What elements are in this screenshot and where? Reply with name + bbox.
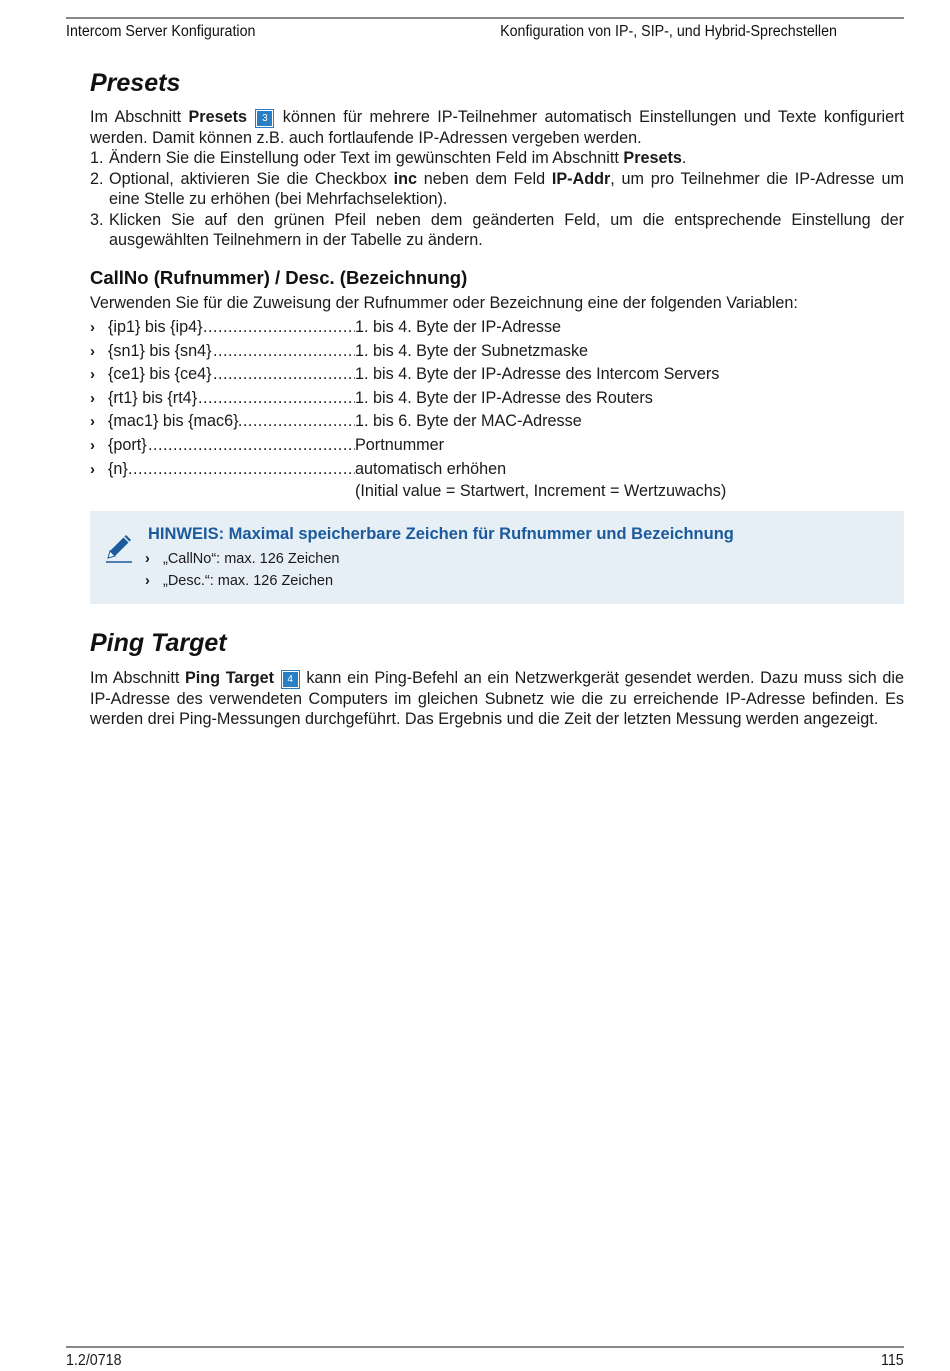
list-item: › ..... {mac1} bis {mac6} 1. bis 6. Byte der MAC-Adresse [90,410,904,434]
list-item: › „Desc.“: max. 126 Zeichen [145,570,340,592]
ping-section [90,626,904,730]
section-title-presets: Presets [90,69,181,97]
chevron-right-icon: › [90,319,95,336]
list-item: › „CallNo“: max. 126 Zeichen [145,548,340,570]
step-item: 2. Optional, aktivieren Sie die Checkbox inc neben dem Feld IP-Addr, um pro Teilnehmer die IP-Adresse um eine Stelle zu erhöhen (bei Mehrfachselektion). [90,169,904,208]
variable-n-subline: (Initial value = Startwert, Increment = Wertzuwachs) [355,482,727,501]
chevron-right-icon: › [90,366,95,384]
header-right: Konfiguration von IP-, SIP-, und Hybrid-Sprechstellen [500,23,837,40]
section-title-ping: Ping Target [90,629,227,657]
callout-badge-3: 3 [256,110,273,127]
list-item: › ..... {port} Portnummer [90,434,904,458]
chevron-right-icon: › [145,551,150,567]
subsection-title-callno: CallNo (Rufnummer) / Desc. (Bezeichnung) [90,266,468,288]
step-item: 1. Ändern Sie die Einstellung oder Text im gewünschten Feld im Abschnitt Presets. [90,149,687,167]
header-rule [66,17,904,19]
list-item: › ..... {ce1} bis {ce4} 1. bis 4. Byte der IP-Adresse des Intercom Servers [90,363,904,387]
footer-rule [66,1346,904,1348]
callno-intro: Verwenden Sie für die Zuweisung der Rufnummer oder Bezeichnung eine der folgenden Variablen: [90,293,798,312]
variable-list [90,316,904,501]
chevron-right-icon: › [90,389,95,407]
footer-version: 1.2/0718 [66,1352,122,1369]
page-number: 115 [881,1352,904,1369]
step-item: 3. Klicken Sie auf den grünen Pfeil neben dem geänderten Feld, um die entsprechende Einstellung der ausgewählten Teilnehmern in der Tabelle zu ändern. [90,210,904,249]
chevron-right-icon: › [90,342,95,360]
pencil-icon [104,531,134,565]
page-header [66,23,837,41]
callout-badge-4: 4 [282,671,299,688]
header-left: Intercom Server Konfiguration [66,23,256,40]
list-item: › ..... {sn1} bis {sn4} 1. bis 4. Byte der Subnetzmaske [90,340,904,364]
note-title: HINWEIS: Maximal speicherbare Zeichen für Rufnummer und Bezeichnung [148,525,734,543]
chevron-right-icon: › [90,413,95,431]
list-item: › ..... {ip1} bis {ip4} 1. bis 4. Byte der IP-Adresse [90,316,904,340]
main-content [90,66,904,501]
list-item: › ..... {rt1} bis {rt4} 1. bis 4. Byte der IP-Adresse des Routers [90,387,904,411]
chevron-right-icon: › [90,436,95,454]
chevron-right-icon: › [90,460,95,478]
page-footer [66,1352,904,1370]
presets-intro: Im Abschnitt Presets 3 können für mehrere IP-Teilnehmer automatisch Einstellungen und Texte konfiguriert werden. Damit können z.B. auch fortlaufende IP-Adressen vergeben werden. [90,108,905,147]
note-list [145,548,340,592]
presets-steps [90,148,904,251]
chevron-right-icon: › [145,573,150,589]
note-box [90,511,904,604]
ping-text: Im Abschnitt Ping Target 4 kann ein Ping-Befehl an ein Netzwerkgerät gesendet werden. Dazu muss sich die IP-Adresse des verwendeten Computers im gleichen Subnetz wie die zu erreichende IP-Adresse befinden. Es werden drei Ping-Messungen durchgeführt. Das Ergebnis und die Zeit der letzten Messung werden angezeigt. [90,669,905,728]
list-item: › ..... {n} automatisch erhöhen [90,458,904,482]
